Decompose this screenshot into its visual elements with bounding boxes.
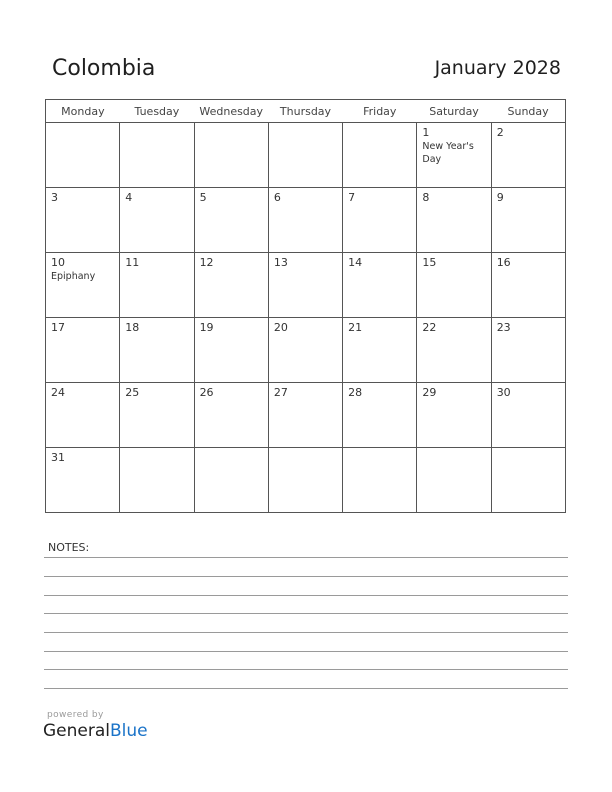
day-cell <box>194 448 268 513</box>
day-cell <box>491 318 565 383</box>
day-number: 28 <box>348 386 363 399</box>
day-cell <box>120 383 194 448</box>
day-cell <box>120 123 194 188</box>
day-cell <box>46 188 120 253</box>
note-line <box>44 576 568 577</box>
day-cell <box>194 383 268 448</box>
day-number: 26 <box>199 386 214 399</box>
holiday-label: New Year's Day <box>422 141 474 165</box>
day-number: 2 <box>496 126 504 139</box>
day-cell <box>46 383 120 448</box>
day-number: 9 <box>496 191 504 204</box>
week-row <box>46 383 566 448</box>
day-cell <box>194 318 268 383</box>
note-line <box>44 651 568 652</box>
week-row <box>46 253 566 318</box>
day-cell <box>491 188 565 253</box>
week-row <box>46 448 566 513</box>
day-cell <box>194 123 268 188</box>
day-number: 13 <box>273 256 288 269</box>
day-number: 30 <box>496 386 511 399</box>
day-cell <box>417 318 491 383</box>
day-cell <box>491 253 565 318</box>
note-line <box>44 688 568 689</box>
holiday-label: Epiphany <box>51 271 96 282</box>
day-number: 21 <box>348 321 363 334</box>
day-cell <box>120 448 194 513</box>
note-line <box>44 613 568 614</box>
weekday-monday: Monday <box>46 100 120 123</box>
day-number: 27 <box>273 386 288 399</box>
day-cell <box>120 318 194 383</box>
generalblue-logo <box>43 721 148 741</box>
weekday-saturday: Saturday <box>417 100 491 123</box>
day-cell <box>417 188 491 253</box>
day-cell <box>46 448 120 513</box>
day-number: 18 <box>125 321 140 334</box>
day-number: 29 <box>422 386 437 399</box>
day-number: 31 <box>51 451 65 464</box>
day-cell <box>491 383 565 448</box>
day-cell <box>46 123 120 188</box>
day-cell <box>268 253 342 318</box>
day-cell <box>343 123 417 188</box>
calendar-grid <box>45 99 566 513</box>
weekday-friday: Friday <box>343 100 417 123</box>
notes-label: NOTES: <box>48 541 90 554</box>
day-cell <box>491 448 565 513</box>
day-number: 19 <box>199 321 214 334</box>
day-number: 7 <box>348 191 356 204</box>
weekday-header-row <box>46 100 566 123</box>
day-cell <box>343 188 417 253</box>
week-row <box>46 318 566 383</box>
day-cell <box>46 253 120 318</box>
day-number: 1 <box>422 126 430 139</box>
week-row <box>46 188 566 253</box>
week-row <box>46 123 566 188</box>
weekday-thursday: Thursday <box>268 100 342 123</box>
day-cell <box>491 123 565 188</box>
day-number: 15 <box>422 256 437 269</box>
day-number: 17 <box>51 321 65 334</box>
day-cell <box>343 318 417 383</box>
weekday-sunday: Sunday <box>491 100 565 123</box>
day-cell <box>343 253 417 318</box>
day-number: 4 <box>125 191 133 204</box>
day-cell <box>417 123 491 188</box>
note-line <box>44 595 568 596</box>
country-title: Colombia <box>52 56 156 81</box>
day-cell <box>268 123 342 188</box>
day-cell <box>417 383 491 448</box>
day-number: 11 <box>125 256 140 269</box>
day-number: 10 <box>51 256 65 269</box>
weekday-tuesday: Tuesday <box>120 100 194 123</box>
day-cell <box>268 188 342 253</box>
day-number: 16 <box>496 256 511 269</box>
day-number: 23 <box>496 321 511 334</box>
powered-by-text: powered by <box>47 710 104 720</box>
day-cell <box>268 448 342 513</box>
day-cell <box>343 383 417 448</box>
day-number: 8 <box>422 191 430 204</box>
day-cell <box>46 318 120 383</box>
day-cell <box>120 188 194 253</box>
brand-general: General <box>43 721 110 741</box>
day-number: 25 <box>125 386 140 399</box>
day-cell <box>417 448 491 513</box>
day-number: 22 <box>422 321 437 334</box>
day-cell <box>268 318 342 383</box>
day-cell <box>417 253 491 318</box>
day-cell <box>268 383 342 448</box>
day-number: 20 <box>273 321 288 334</box>
weekday-wednesday: Wednesday <box>194 100 268 123</box>
brand-blue: Blue <box>110 721 148 741</box>
day-number: 14 <box>348 256 363 269</box>
month-year-title: January 2028 <box>434 57 561 79</box>
note-line <box>44 557 568 558</box>
day-cell <box>120 253 194 318</box>
day-cell <box>343 448 417 513</box>
day-cell <box>194 253 268 318</box>
day-number: 6 <box>273 191 281 204</box>
note-line <box>44 632 568 633</box>
day-number: 24 <box>51 386 65 399</box>
day-number: 12 <box>199 256 214 269</box>
day-cell <box>194 188 268 253</box>
note-line <box>44 669 568 670</box>
day-number: 3 <box>51 191 58 204</box>
day-number: 5 <box>199 191 207 204</box>
